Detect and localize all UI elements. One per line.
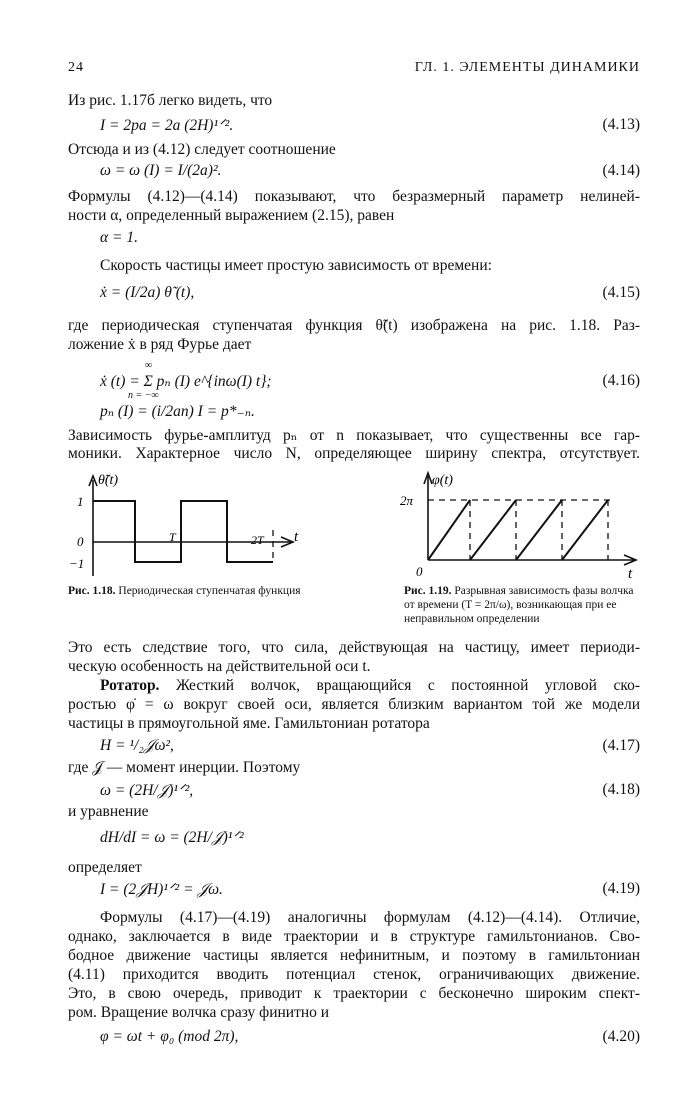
caption-label: Рис. 1.19. — [404, 585, 452, 597]
equation-number: (4.17) — [602, 737, 640, 754]
text-line: Из рис. 1.17б легко видеть, что — [68, 92, 273, 109]
text-line: ром. Вращение волчка сразу финитно и — [68, 1004, 330, 1021]
running-title: ГЛ. 1. ЭЛЕМЕНТЫ ДИНАМИКИ — [414, 60, 640, 75]
sum-lower-limit: n = −∞ — [128, 390, 159, 401]
text-line: (4.11) приходится вводить потенциал стенок, ограничивающих движение. — [68, 966, 640, 983]
text-line: Это, в свою очередь, приводит к траектории с бесконечно широким спект- — [68, 985, 640, 1002]
equation-number: (4.13) — [602, 116, 640, 133]
equation: ω = (2H/𝒥)¹ᐟ², — [100, 782, 194, 799]
equation: pₙ (I) = (i/2an) I = p*₋ₙ. — [100, 403, 255, 420]
equation: I = (2𝒥H)¹ᐟ² = 𝒥ω. — [100, 881, 223, 898]
text-line: однако, заключается в виде траектории и в структуре гамильтонианов. Сво- — [68, 928, 640, 945]
equation: dH/dI = ω = (2H/𝒥)¹ᐟ² — [100, 829, 244, 846]
x-axis-label: t — [294, 529, 299, 545]
equation: φ = ωt + φ₀ (mod 2π), — [100, 1028, 239, 1045]
text-line: ложение ẋ в ряд Фурье дает — [68, 336, 252, 353]
step-curve — [93, 501, 273, 562]
caption-text: Периодическая ступенчатая функция — [118, 585, 301, 597]
tick-label-2T: 2T — [251, 533, 264, 547]
page-number: 24 — [68, 60, 84, 75]
phase-segment — [470, 500, 516, 560]
equation-number: (4.15) — [602, 284, 640, 301]
tick-label-one: 1 — [77, 494, 84, 509]
text-line: где 𝒥 — момент инерции. Поэтому — [68, 759, 301, 776]
sum-upper-limit: ∞ — [145, 360, 153, 371]
text-line: Отсюда и из (4.12) следует соотношение — [68, 141, 336, 158]
text-line: моники. Характерное число N, определяющее ширину спектра, отсутствует. — [68, 445, 640, 462]
equation: ẋ (t) = Σ pₙ (I) e^{inω(I) t}; — [100, 373, 272, 390]
text-line: ности α, определенный выражением (2.15), равен — [68, 207, 395, 224]
text-line: где периодическая ступенчатая функция θ̃(t) изображена на рис. 1.18. Раз- — [68, 317, 640, 334]
text-line: Зависимость фурье-амплитуд pₙ от n показывает, что существенны все гар- — [68, 427, 640, 444]
text-span: Жесткий волчок, вращающийся с постоянной угловой ско- — [175, 677, 641, 694]
phase-segment — [562, 500, 608, 560]
rotator-label: Ротатор. — [100, 677, 160, 694]
equation: ẋ = (I/2a) θ̃ (t), — [100, 284, 195, 301]
caption-text: Разрывная зависимость фазы волчка от времени (T = 2π/ω), возникающая при ее неправильном определении — [404, 585, 634, 625]
equation: ω = ω (I) = I/(2a)². — [100, 162, 222, 179]
tick-label-minus-one: −1 — [69, 556, 85, 571]
y-axis-label: φ(t) — [432, 473, 453, 488]
text-line: бодное движение частицы является нефинитным, и поэтому в гамильтониан — [68, 947, 640, 964]
figure-caption — [68, 584, 313, 598]
text-line: Формулы (4.17)—(4.19) аналогичны формулам (4.12)—(4.14). Отличие, — [100, 909, 640, 926]
text-line: частицы в прямоугольной яме. Гамильтониан ротатора — [68, 715, 430, 732]
x-axis-label: t — [628, 566, 633, 582]
text-line: ческую особенность на действительной оси t. — [68, 658, 371, 675]
text-line: Скорость частицы имеет простую зависимость от времени: — [100, 257, 492, 274]
equation: α = 1. — [100, 229, 138, 246]
text-line: Это есть следствие того, что сила, действующая на частицу, имеет периоди- — [68, 639, 640, 656]
equation-number: (4.14) — [602, 162, 640, 179]
y-axis-label: θ̃(t) — [98, 473, 119, 488]
figure-step-function — [65, 470, 305, 585]
text-line: и уравнение — [68, 803, 149, 820]
text-line: ростью φ̇ = ω вокруг своей оси, является близким вариантом той же модели — [68, 696, 640, 713]
equation-number: (4.18) — [602, 781, 640, 798]
figure-phase-function — [392, 468, 647, 583]
tick-label-2pi: 2π — [400, 493, 414, 508]
phase-segment — [428, 500, 470, 560]
equation-number: (4.16) — [602, 372, 640, 389]
text-line: Формулы (4.12)—(4.14) показывают, что безразмерный параметр нелиней- — [68, 188, 640, 205]
text-line — [100, 676, 640, 695]
figure-caption — [404, 584, 644, 626]
caption-label: Рис. 1.18. — [68, 585, 116, 597]
equation: I = 2pa = 2a (2H)¹ᐟ². — [100, 117, 234, 134]
equation: H = ¹/₂𝒥ω², — [100, 737, 174, 754]
equation-number: (4.19) — [602, 880, 640, 897]
text-line: определяет — [68, 859, 142, 876]
equation-number: (4.20) — [602, 1028, 640, 1045]
tick-label-zero: 0 — [416, 564, 423, 579]
tick-label-T: T — [169, 530, 176, 544]
tick-label-zero: 0 — [77, 534, 84, 549]
phase-segment — [516, 500, 562, 560]
